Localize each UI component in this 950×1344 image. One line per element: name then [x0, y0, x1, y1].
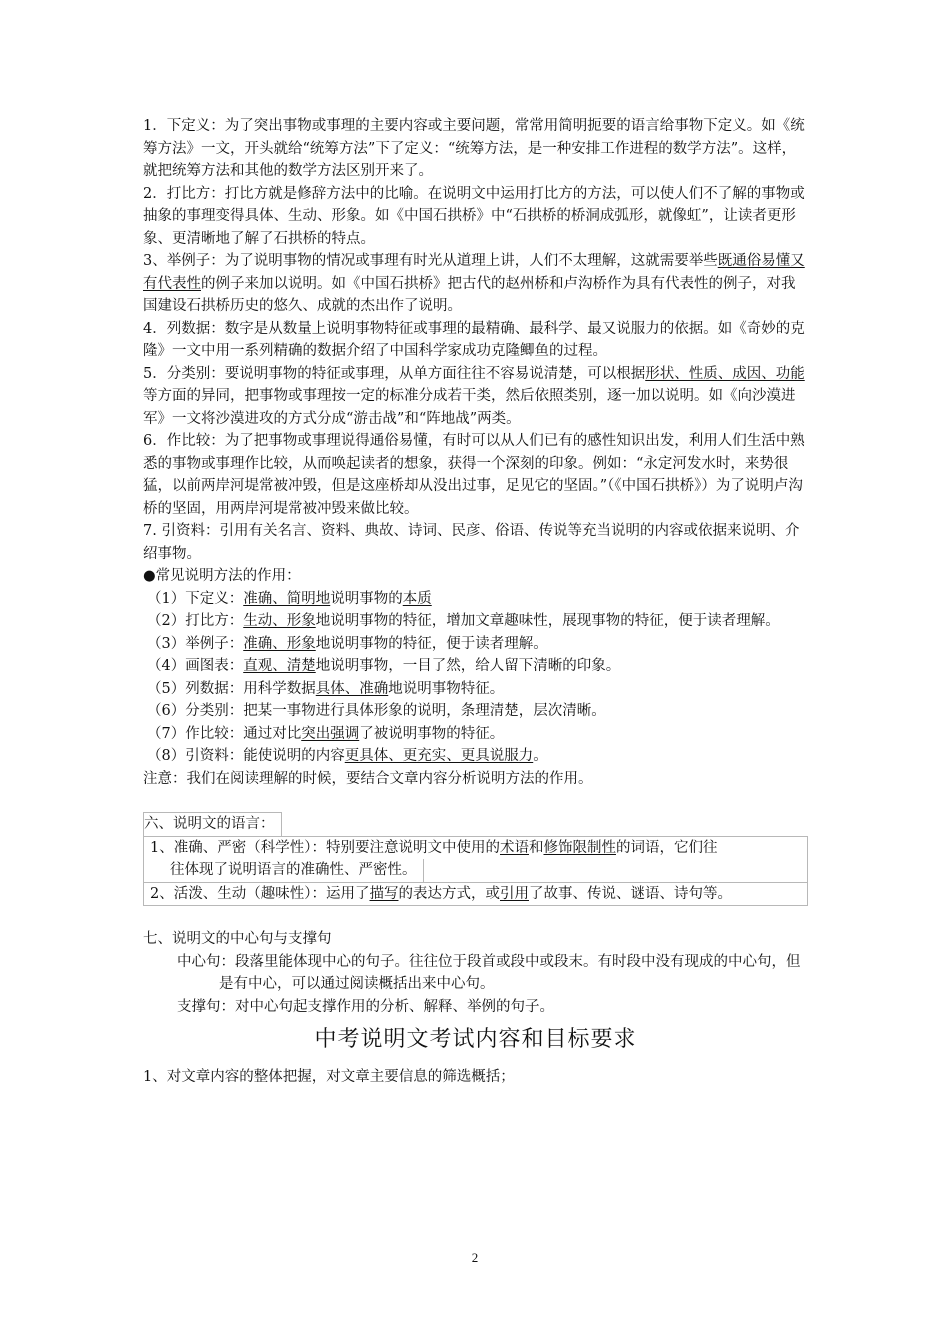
- section-heading: 七、说明文的中心句与支撑句: [143, 931, 332, 947]
- effect-item: （3）举例子：准确、形象地说明事物的特征，便于读者理解。: [147, 635, 548, 652]
- method-data: 4．列数据：数字是从数量上说明事物特征或事理的最精确、最科学、最又说服力的依据。如《奇妙的克隆》一文中用一系列精确的数据介绍了中国科学家成功克隆鲫鱼的过程。: [143, 320, 805, 359]
- language-item-vivid: 2、活泼、生动（趣味性）：运用了描写的表达方式，或引用了故事、传说、谜语、诗句等。: [143, 883, 808, 907]
- requirement-item: 1、对文章内容的整体把握，对文章主要信息的筛选概括；: [143, 1069, 515, 1085]
- section-heading: 六、说明文的语言：: [143, 812, 282, 836]
- page-number: 2: [471, 1250, 479, 1265]
- language-item-accuracy: 1、准确、严密（科学性）：特别要注意说明文中使用的术语和修饰限制性的词语，它们往 往体现了说明语言的准确性、严密性。: [143, 836, 808, 883]
- effects-heading: ●常见说明方法的作用：: [143, 568, 301, 584]
- effect-item: （5）列数据：用科学数据具体、准确地说明事物特征。: [147, 680, 505, 697]
- effect-item: （1）下定义：准确、简明地说明事物的本质: [147, 590, 432, 607]
- underlined-phrase: 形状、性质、成因、功能: [645, 365, 805, 382]
- page-title: 中考说明文考试内容和目标要求: [314, 1027, 637, 1052]
- section-topic-sentence: [143, 928, 808, 1018]
- note: 注意：我们在阅读理解的时候，要结合文章内容分析说明方法的作用。: [143, 770, 593, 787]
- method-comparison: 6．作比较：为了把事物或事理说得通俗易懂，有时可以从人们已有的感性知识出发，利用人们生活中熟悉的事物或事理作比较，从而唤起读者的想象，获得一个深刻的印象。例如：“永定河发水时，来势很猛，以前两岸河堤常被冲毁，但是这座桥却从没出过事，足见它的坚固。”（《中国石拱桥》）为了说明卢沟桥的坚固，用两岸河堤常被冲毁来做比较。: [143, 433, 805, 517]
- method-citation: 7. 引资料：引用有关名言、资料、典故、诗词、民彦、俗语、传说等充当说明的内容或依据来说明、介绍事物。: [143, 523, 800, 562]
- method-example: 3、举例子：为了说明事物的情况或事理有时光从道理上讲，人们不太理解，这就需要举些既通俗易懂又有代表性的例子来加以说明。如《中国石拱桥》把古代的赵州桥和卢沟桥作为具有代表性的例子，对我国建设石拱桥历史的悠久、成就的杰出作了说明。: [143, 253, 805, 314]
- effect-item: （6）分类别：把某一事物进行具体形象的说明，条理清楚，层次清晰。: [147, 703, 606, 719]
- effect-item: （7）作比较：通过对比突出强调了被说明事物的特征。: [147, 725, 505, 742]
- spacer: [143, 790, 808, 812]
- effect-item: （2）打比方：生动、形象地说明事物的特征，增加文章趣味性，展现事物的特征，便于读者理解。: [147, 613, 780, 629]
- support-sentence-def: 支撑句：对中心句起支撑作用的分析、解释、举例的句子。: [177, 998, 554, 1015]
- spacer: [143, 906, 808, 928]
- effect-item: （4）画图表：直观、清楚地说明事物，一目了然，给人留下清晰的印象。: [147, 658, 621, 674]
- section-language: [143, 812, 808, 906]
- document-body: [143, 115, 808, 1089]
- method-classification: 5．分类别：要说明事物的特征或事理，从单方面往往不容易说清楚，可以根据形状、性质、成因、功能等方面的异同，把事物或事理按一定的标准分成若干类，然后依照类别，逐一加以说明。如《向沙漠进军》一文将沙漠进攻的方式分成“游击战”和“阵地战”两类。: [143, 365, 805, 427]
- effect-item: （8）引资料：能使说明的内容更具体、更充实、更具说服力。: [147, 748, 548, 764]
- method-definition: 1．下定义：为了突出事物或事理的主要内容或主要问题，常常用简明扼要的语言给事物下定义。如《统筹方法》一文，开头就给“统筹方法”下了定义：“统筹方法，是一种安排工作进程的数学方法”。这样，就把统筹方法和其他的数学方法区别开来了。: [143, 118, 805, 179]
- effects-list: [143, 588, 808, 768]
- center-sentence-def: 中心句：段落里能体现中心的句子。往往位于段首或段中或段末。有时段中没有现成的中心句，但是有中心，可以通过阅读概括出来中心句。: [177, 953, 801, 992]
- method-metaphor: 2．打比方：打比方就是修辞方法中的比喻。在说明文中运用打比方的方法，可以使人们不了解的事物或抽象的事理变得具体、生动、形象。如《中国石拱桥》中“石拱桥的桥洞成弧形，就像虹”，让读者更形象、更清晰地了解了石拱桥的特点。: [143, 185, 805, 247]
- underlined-phrase: 既通俗易懂又有代表性: [143, 253, 805, 292]
